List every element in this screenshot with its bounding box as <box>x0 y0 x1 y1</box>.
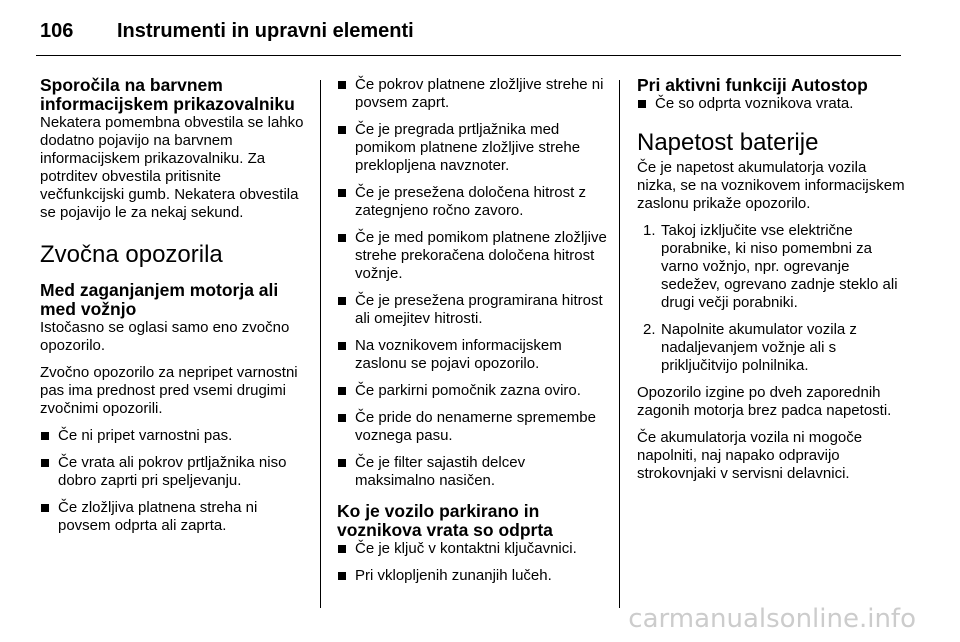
list-item: Če je pregrada prtljažnika med pomikom platnene zložljive strehe preklopljena navznoter. <box>337 121 607 175</box>
list-item: Če parkirni pomočnik zazna oviro. <box>337 382 607 400</box>
heading-battery: Napetost baterije <box>637 129 819 156</box>
column-3 <box>637 66 907 492</box>
heading-parked: Ko je vozilo parkirano in voznikova vrata so odprta <box>337 501 553 540</box>
header-rule <box>36 55 901 56</box>
list-item: Če ni pripet varnostni pas. <box>40 427 308 445</box>
bullet-icon <box>338 81 346 89</box>
bullet-icon <box>338 234 346 242</box>
bullet-icon <box>41 432 49 440</box>
list-item: Če vrata ali pokrov prtljažnika niso dobro zaprti pri speljevanju. <box>40 454 308 490</box>
warnings-para-2: Zvočno opozorilo za nepripet varnostni pas ima prednost pred vsemi drugimi zvočnimi opozorili. <box>40 364 298 417</box>
column-divider-2 <box>619 80 620 608</box>
list-item: 1. Takoj izključite vse električne porabnike, ki niso pomembni za varno vožnjo, npr. ogrevanje sedežev, ogrevano zadnje steklo ali drugi večji porabniki. <box>643 222 898 311</box>
list-item: Pri vklopljenih zunanjih lučeh. <box>337 567 607 585</box>
bullet-icon <box>338 342 346 350</box>
list-item: Če so odprta voznikova vrata. <box>637 95 907 113</box>
bullet-icon <box>338 387 346 395</box>
bullet-icon <box>338 545 346 553</box>
column-1 <box>40 66 308 544</box>
bullet-icon <box>338 572 346 580</box>
battery-disappear-text: Opozorilo izgine po dveh zaporednih zagonih motorja brez padca napetosti. <box>637 384 892 419</box>
heading-messages: Sporočila na barvnem informacijskem prikazovalniku <box>40 75 295 114</box>
list-item: Na voznikovem informacijskem zaslonu se pojavi opozorilo. <box>337 337 607 373</box>
heading-autostop: Pri aktivni funkciji Autostop <box>637 75 868 95</box>
list-item: Če je med pomikom platnene zložljive strehe prekoračena določena hitrost vožnje. <box>337 229 607 283</box>
parked-list <box>337 540 607 585</box>
messages-text: Nekatera pomembna obvestila se lahko dodatno pojavijo na barvnem informacijskem prikazovalniku. Za potrditev obvestila pritisnite večfunkcijski gumb. Nekatera obvestila se pojavijo le za nekaj sekund. <box>40 114 304 221</box>
heading-start-drive: Med zaganjanjem motorja ali med vožnjo <box>40 280 279 319</box>
bullet-icon <box>638 100 646 108</box>
list-item: Če je ključ v kontaktni ključavnici. <box>337 540 607 558</box>
bullet-icon <box>41 504 49 512</box>
bullet-icon <box>338 189 346 197</box>
column-divider-1 <box>320 80 321 608</box>
step-number: 2. <box>643 321 656 338</box>
list-item: 2. Napolnite akumulator vozila z nadaljevanjem vožnje ali s priključitvijo polnilnika. <box>643 321 857 374</box>
list-item: Če zložljiva platnena streha ni povsem odprta ali zaprta. <box>40 499 308 535</box>
bullet-icon <box>338 297 346 305</box>
warnings-para-1: Istočasno se oglasi samo eno zvočno opozorilo. <box>40 319 290 354</box>
list-item: Če je presežena določena hitrost z zategnjeno ročno zavoro. <box>337 184 607 220</box>
battery-steps <box>637 222 907 375</box>
battery-service-text: Če akumulatorja vozila ni mogoče napolniti, naj napako odpravijo strokovnjaki v servisni delavnici. <box>637 429 863 482</box>
column-2 <box>337 66 607 594</box>
autostop-list <box>637 95 907 113</box>
list-item: Če je filter sajastih delcev maksimalno nasičen. <box>337 454 607 490</box>
step-number: 1. <box>643 222 656 239</box>
bullet-icon <box>338 459 346 467</box>
warnings-list-continued <box>337 76 607 490</box>
list-item: Če pokrov platnene zložljive strehe ni povsem zaprt. <box>337 76 607 112</box>
bullet-icon <box>338 414 346 422</box>
list-item: Če pride do nenamerne spremembe voznega pasu. <box>337 409 607 445</box>
watermark: carmanualsonline.info <box>628 604 916 634</box>
bullet-icon <box>41 459 49 467</box>
bullet-icon <box>338 126 346 134</box>
warnings-list <box>40 427 308 535</box>
list-item: Če je presežena programirana hitrost ali omejitev hitrosti. <box>337 292 607 328</box>
running-title: Instrumenti in upravni elementi <box>117 20 414 42</box>
battery-intro: Če je napetost akumulatorja vozila nizka, se na voznikovem informacijskem zaslonu prikaže opozorilo. <box>637 159 905 212</box>
page-number: 106 <box>40 20 74 42</box>
heading-warnings: Zvočna opozorila <box>40 241 223 268</box>
page-header <box>36 14 901 54</box>
